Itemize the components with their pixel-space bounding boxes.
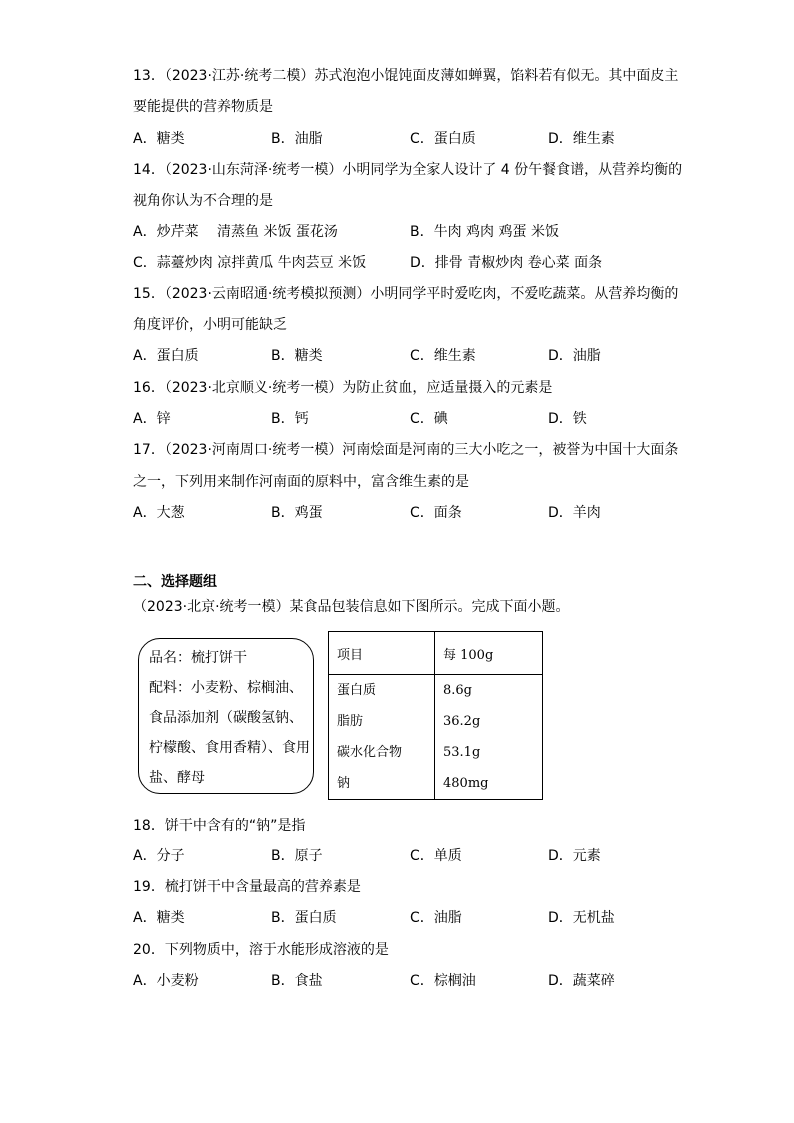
q15-stem-line2: 角度评价，小明可能缺乏	[133, 317, 287, 333]
package-info-box	[138, 638, 314, 794]
q19-option-a[interactable]: A．糖类	[133, 910, 185, 926]
q17-stem-line2: 之一，下列用来制作河南面的原料中，富含维生素的是	[133, 474, 469, 490]
q19-options	[133, 908, 693, 928]
q18-option-d[interactable]: D．元素	[548, 848, 601, 864]
nutrient-name: 蛋白质	[337, 683, 377, 698]
q16-option-b[interactable]: B．钙	[271, 411, 309, 427]
q14-option-b[interactable]: B．牛肉 鸡肉 鸡蛋 米饭	[410, 224, 559, 240]
q14-option-c[interactable]: C．蒜薹炒肉 凉拌黄瓜 牛肉芸豆 米饭	[133, 255, 367, 271]
q20-stem: 20．下列物质中，溶于水能形成溶液的是	[133, 942, 389, 958]
q15-option-a[interactable]: A．蛋白质	[133, 348, 199, 364]
q15-option-c[interactable]: C．维生素	[410, 348, 476, 364]
q15-stem-line1: 15．（2023·云南昭通·统考模拟预测）小明同学平时爱吃肉，不爱吃蔬菜。从营养均衡的	[133, 286, 679, 302]
nutrient-value: 36.2g	[443, 714, 481, 729]
q19-stem: 19．梳打饼干中含量最高的营养素是	[133, 879, 361, 895]
nutrient-value: 480mg	[443, 776, 489, 791]
q19-option-d[interactable]: D．无机盐	[548, 910, 615, 926]
q13-option-c[interactable]: C．蛋白质	[410, 131, 476, 147]
nutrition-body-row	[329, 675, 543, 800]
package-line: 配料：小麦粉、棕榈油、	[149, 680, 303, 696]
q13-stem-line2: 要能提供的营养物质是	[133, 99, 273, 115]
nutrient-value: 8.6g	[443, 683, 472, 698]
q19-option-c[interactable]: C．油脂	[410, 910, 462, 926]
nutrient-name: 碳水化合物	[337, 745, 403, 760]
q16-options	[133, 409, 693, 429]
q16-stem-line1: 16．（2023·北京顺义·统考一模）为防止贫血，应适量摄入的元素是	[133, 380, 553, 396]
q13-options	[133, 129, 693, 149]
package-line: 品名：梳打饼干	[149, 650, 247, 666]
section-title: 二、选择题组	[133, 574, 217, 590]
package-line: 柠檬酸、食用香精）、食用	[149, 740, 310, 756]
nutrient-name: 脂肪	[337, 714, 364, 729]
q20-options	[133, 971, 693, 991]
q17-stem-line1: 17．（2023·河南周口·统考一模）河南烩面是河南的三大小吃之一，被誉为中国十大面条	[133, 442, 679, 458]
q17-options	[133, 503, 693, 523]
q20-option-c[interactable]: C．棕榈油	[410, 973, 476, 989]
q19-option-b[interactable]: B．蛋白质	[271, 910, 337, 926]
q14-stem-line1: 14．（2023·山东菏泽·统考一模）小明同学为全家人设计了 4 份午餐食谱，从营养均衡的	[133, 162, 683, 178]
q14-stem-line2: 视角你认为不合理的是	[133, 193, 273, 209]
q20-option-a[interactable]: A．小麦粉	[133, 973, 199, 989]
q16-option-a[interactable]: A．锌	[133, 411, 171, 427]
q14-options-row2	[133, 253, 713, 273]
q15-option-d[interactable]: D．油脂	[548, 348, 601, 364]
nutrition-table	[328, 631, 543, 800]
q18-option-a[interactable]: A．分子	[133, 848, 185, 864]
q15-option-b[interactable]: B．糖类	[271, 348, 323, 364]
nutrient-value: 53.1g	[443, 745, 481, 760]
q17-option-a[interactable]: A．大葱	[133, 505, 185, 521]
q14-option-a[interactable]: A．炒芹菜 清蒸鱼 米饭 蛋花汤	[133, 224, 338, 240]
q13-option-b[interactable]: B．油脂	[271, 131, 323, 147]
q17-option-b[interactable]: B．鸡蛋	[271, 505, 323, 521]
q18-option-c[interactable]: C．单质	[410, 848, 462, 864]
q14-options-row1	[133, 222, 713, 242]
nutrition-header-item: 项目	[329, 632, 435, 675]
q20-option-d[interactable]: D．蔬菜碎	[548, 973, 615, 989]
q20-option-b[interactable]: B．食盐	[271, 973, 323, 989]
package-line: 盐、酵母	[149, 770, 205, 786]
q17-option-c[interactable]: C．面条	[410, 505, 462, 521]
nutrition-names-cell	[329, 675, 435, 800]
q13-option-d[interactable]: D．维生素	[548, 131, 615, 147]
package-line: 食品添加剂（碳酸氢钠、	[149, 710, 303, 726]
q14-option-d[interactable]: D．排骨 青椒炒肉 卷心菜 面条	[410, 255, 603, 271]
nutrition-values-cell	[435, 675, 543, 800]
section-intro: （2023·北京·统考一模）某食品包装信息如下图所示。完成下面小题。	[133, 599, 570, 615]
q13-option-a[interactable]: A．糖类	[133, 131, 185, 147]
nutrient-name: 钠	[337, 776, 351, 791]
nutrition-header-per100g: 每 100g	[435, 632, 543, 675]
q16-option-d[interactable]: D．铁	[548, 411, 587, 427]
q16-option-c[interactable]: C．碘	[410, 411, 448, 427]
q18-stem: 18．饼干中含有的“钠”是指	[133, 818, 306, 834]
q18-option-b[interactable]: B．原子	[271, 848, 323, 864]
q13-stem-line1: 13．（2023·江苏·统考二模）苏式泡泡小馄饨面皮薄如蝉翼，馅料若有似无。其中面皮主	[133, 68, 679, 84]
q17-option-d[interactable]: D．羊肉	[548, 505, 601, 521]
nutrition-header-row	[329, 632, 543, 675]
q18-options	[133, 846, 693, 866]
q15-options	[133, 346, 693, 366]
